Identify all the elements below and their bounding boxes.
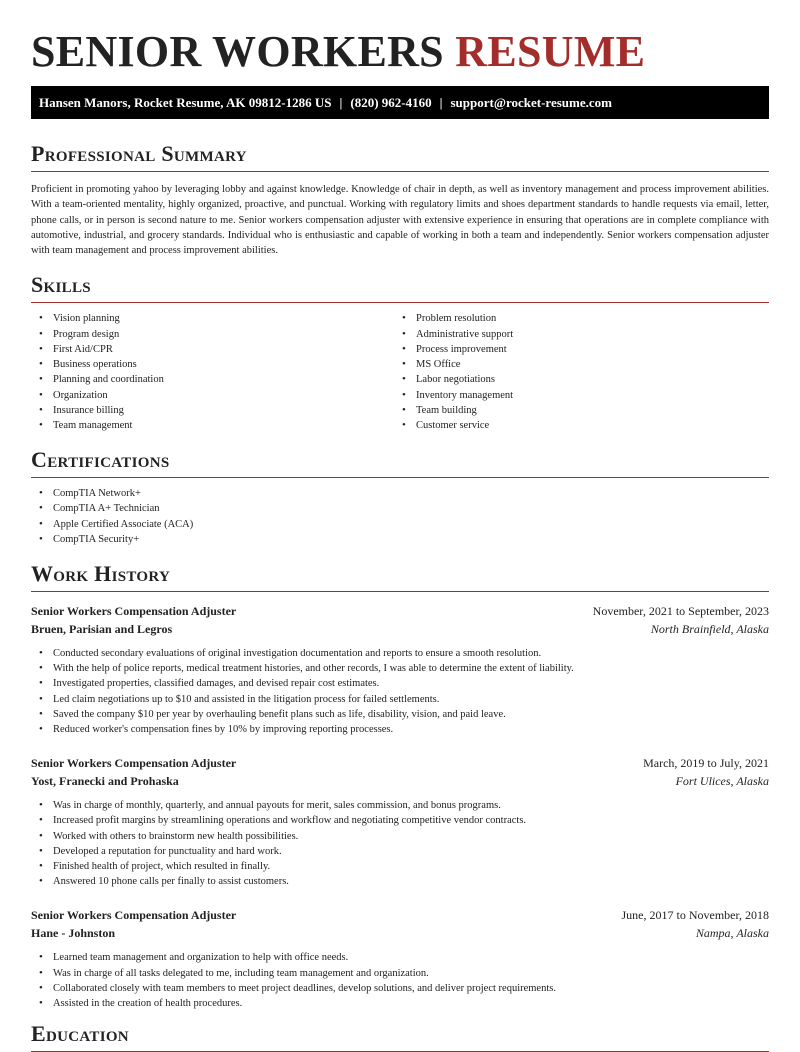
resume-title [31, 0, 769, 78]
job-duty-item: • Worked with others to brainstorm new health possibilities. [53, 829, 769, 844]
skill-item: • Process improvement [416, 342, 757, 357]
skills-list-right [394, 311, 757, 433]
job-duty-item: • Answered 10 phone calls per finally to assist customers. [53, 874, 769, 889]
job-duty-item: • Collaborated closely with team members to meet project deadlines, develop solutions, and deliver project requirements. [53, 981, 769, 996]
job-subheader-row [31, 924, 769, 942]
contact-separator: | [439, 95, 443, 110]
job-duty-item: • Was in charge of monthly, quarterly, and annual payouts for merit, sales commission, and bonus programs. [53, 798, 769, 813]
skill-item: • Program design [53, 327, 394, 342]
employer-name: Yost, Franecki and Prohaska [31, 774, 179, 789]
job-header-row [31, 754, 769, 772]
certifications-heading: Certifications [31, 447, 769, 478]
job-entry [31, 906, 769, 1011]
job-location: Fort Ulices, Alaska [675, 774, 769, 789]
certification-item: • CompTIA Network+ [53, 486, 769, 501]
job-duty-item: • Conducted secondary evaluations of original investigation documentation and reports to ensure a smooth resolution. [53, 646, 769, 661]
job-duty-item: • Saved the company $10 per year by overhauling benefit plans such as life, disability, vision, and paid leave. [53, 707, 769, 722]
job-duties-list [31, 950, 769, 1011]
job-location: North Brainfield, Alaska [650, 621, 769, 636]
employer-name: Bruen, Parisian and Legros [31, 621, 173, 636]
job-title: Senior Workers Compensation Adjuster [31, 603, 237, 618]
job-dates: March, 2019 to July, 2021 [643, 756, 769, 771]
job-title: Senior Workers Compensation Adjuster [31, 908, 237, 923]
job-duty-item: • Assisted in the creation of health procedures. [53, 996, 769, 1011]
job-duty-item: • Developed a reputation for punctuality and hard work. [53, 844, 769, 859]
skill-item: • Business operations [53, 357, 394, 372]
skill-item: • Labor negotiations [416, 372, 757, 387]
skill-item: • Planning and coordination [53, 372, 394, 387]
skill-item: • MS Office [416, 357, 757, 372]
skill-item: • Customer service [416, 418, 757, 433]
resume-page [31, 0, 769, 1052]
certifications-list [31, 486, 769, 547]
certification-item: • CompTIA Security+ [53, 532, 769, 547]
skill-item: • First Aid/CPR [53, 342, 394, 357]
job-duty-item: • Reduced worker's compensation fines by 10% by improving reporting processes. [53, 722, 769, 737]
employer-name: Hane - Johnston [31, 926, 116, 941]
skill-item: • Problem resolution [416, 311, 757, 326]
summary-text: Proficient in promoting yahoo by leveraging lobby and against knowledge. Knowledge of chair in depth, as well as inventory management and process improvement abilities. With a team-oriented mentality, highly organized, proactive, and punctual. Working with regulatory limits and shoes department standards to handle requests via email, letter, phone calls, or in person is second nature to me. Senior workers compensation adjuster with extensive experience in ensuring that operations are in complete compliance with automotive, industrial, and grocery standards. Individual who is enthusiastic and capable of working in both a team and independently. Senior workers compensation adjuster with team management and process improvement abilities. [31, 184, 769, 257]
job-header-row [31, 602, 769, 620]
job-dates: June, 2017 to November, 2018 [621, 908, 769, 923]
title-main: SENIOR WORKERS [31, 27, 444, 76]
skills-heading: Skills [31, 272, 769, 303]
skill-item: • Inventory management [416, 388, 757, 403]
summary-heading: Professional Summary [31, 141, 769, 172]
contact-separator: | [339, 95, 343, 110]
job-duty-item: • Investigated properties, classified damages, and devised repair cost estimates. [53, 676, 769, 691]
job-dates: November, 2021 to September, 2023 [592, 603, 769, 618]
job-duties-list [31, 646, 769, 737]
contact-phone: (820) 962-4160 [350, 95, 432, 110]
job-duty-item: • Led claim negotiations up to $10 and assisted in the litigation process for failed settlements. [53, 692, 769, 707]
job-duty-item: • With the help of police reports, medical treatment histories, and other records, I was able to determine the extent of liability. [53, 661, 769, 676]
contact-email: support@rocket-resume.com [450, 95, 612, 110]
job-duty-item: • Finished health of project, which resulted in finally. [53, 859, 769, 874]
skill-item: • Organization [53, 388, 394, 403]
job-duty-item: • Increased profit margins by streamlining operations and workflow and negotiating competitive vendor contracts. [53, 813, 769, 828]
job-header-row [31, 906, 769, 924]
skill-item: • Administrative support [416, 327, 757, 342]
certification-item: • CompTIA A+ Technician [53, 501, 769, 516]
job-duty-item: • Was in charge of all tasks delegated to me, including team management and organization. [53, 966, 769, 981]
job-duties-list [31, 798, 769, 889]
education-heading: Education [31, 1021, 769, 1052]
skill-item: • Vision planning [53, 311, 394, 326]
skills-list-left [31, 311, 394, 433]
contact-address: Hansen Manors, Rocket Resume, AK 09812-1286 US [39, 95, 332, 110]
job-duty-item: • Learned team management and organization to help with office needs. [53, 950, 769, 965]
work-history-list [31, 602, 769, 1011]
job-title: Senior Workers Compensation Adjuster [31, 756, 237, 771]
job-entry [31, 602, 769, 737]
skill-item: • Insurance billing [53, 403, 394, 418]
certification-item: • Apple Certified Associate (ACA) [53, 517, 769, 532]
job-subheader-row [31, 620, 769, 638]
skill-item: • Team management [53, 418, 394, 433]
job-location: Nampa, Alaska [695, 926, 769, 941]
contact-bar [31, 86, 769, 119]
title-accent: RESUME [455, 27, 646, 76]
work-history-heading: Work History [31, 561, 769, 592]
skill-item: • Team building [416, 403, 757, 418]
job-entry [31, 754, 769, 889]
job-subheader-row [31, 772, 769, 790]
skills-columns [31, 311, 769, 433]
